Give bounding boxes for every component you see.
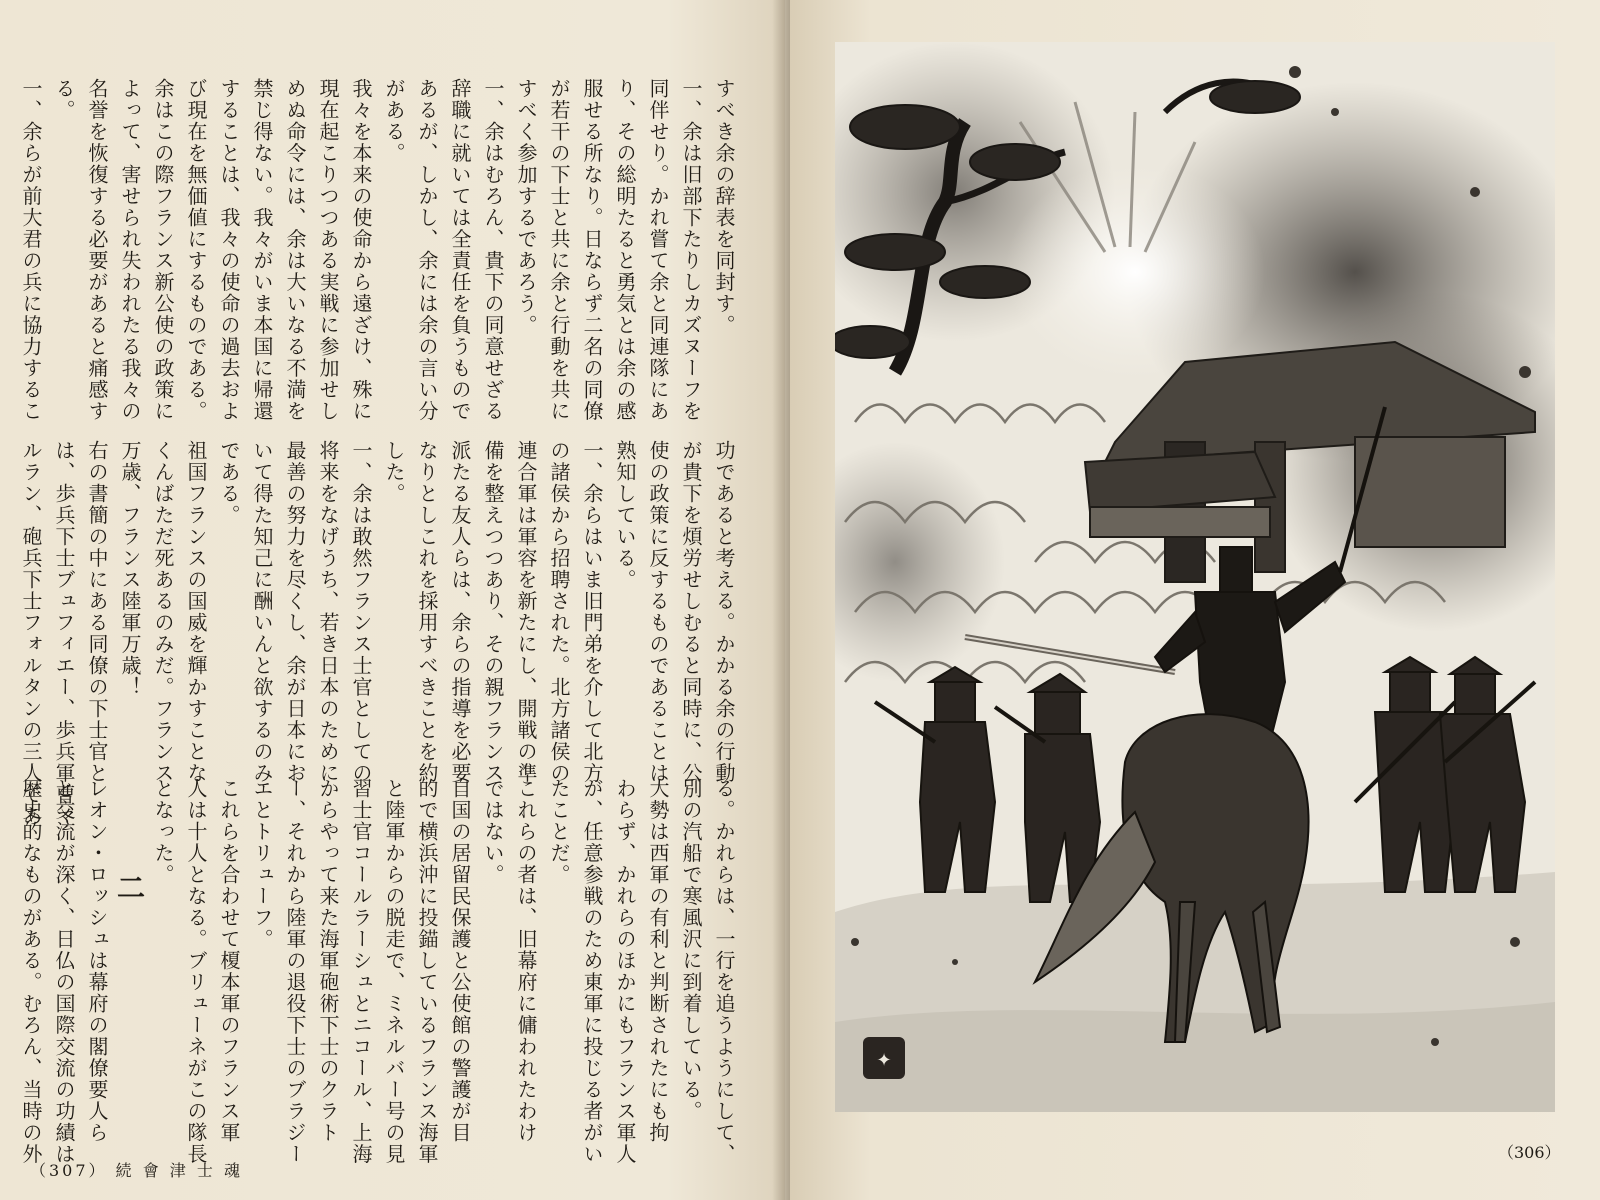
line: が若干の下士と共に余と行動を共に — [547, 78, 571, 422]
line: 人は十人となる。ブリューネがこの隊長 — [184, 778, 208, 1165]
line: 我々を本来の使命から遠ざけ、殊に — [349, 78, 373, 422]
line: これらを合わせて榎本軍のフランス軍 — [217, 778, 241, 1144]
running-footer: （307） 続 會 津 士 魂 — [30, 1161, 243, 1180]
line: わらず、かれらのほかにもフランス軍人 — [613, 778, 637, 1165]
left-page — [0, 0, 785, 1200]
section-number: 二 — [113, 873, 146, 903]
line: の諸侯から招聘された。北方諸侯の — [547, 440, 571, 784]
line: は、歩兵下士ブュフィエー、歩兵軍曹マ — [52, 440, 76, 827]
line: 習士官コールラーシュとニコール、上海 — [349, 778, 373, 1165]
line: なりとしこれを採用すべきことを約 — [415, 440, 439, 784]
line: 最善の努力を尽くし、余が日本にお — [283, 440, 307, 784]
line: 大勢は西軍の有利と判断されたにも拘 — [646, 778, 670, 1144]
line: することは、我々の使命の過去およ — [217, 78, 241, 422]
line: 派たる友人らは、余らの指導を必要 — [448, 440, 472, 784]
text-block-upper — [5, 78, 740, 422]
line: り、その総明たると勇気とは余の感 — [613, 78, 637, 422]
line: び現在を無価値にするものである。 — [184, 78, 208, 422]
line: した。 — [382, 440, 406, 505]
line: すべく参加するであろう。 — [514, 78, 538, 336]
line: 辞職に就いては全責任を負うもので — [448, 78, 472, 422]
line: 別の汽船で寒風沢に到着している。 — [679, 778, 703, 1122]
line: 名誉を恢復する必要があると痛感す — [85, 78, 109, 422]
line: 万歳、フランス陸軍万歳！ — [118, 440, 142, 698]
line: 自国の居留民保護と公使館の警護が目 — [448, 778, 472, 1144]
line: 一、余は敢然フランス士官としての — [349, 440, 373, 784]
line: となった。 — [151, 778, 175, 886]
artist-seal-icon — [863, 1037, 905, 1079]
line: ルラン、砲兵下士フォルタンの三人であ — [19, 440, 43, 827]
svg-text:✦: ✦ — [876, 1050, 892, 1071]
line: よって、害せられ失われたる我々の — [118, 78, 142, 422]
line: 服せる所なり。日ならず二名の同僚 — [580, 78, 604, 422]
line: 一、余らはいま旧門弟を介して北方 — [580, 440, 604, 784]
line: からやって来た海軍砲術下士のクラト — [316, 778, 340, 1144]
line: ー、それから陸軍の退役下士のブラジー — [283, 778, 307, 1165]
line: がある。 — [382, 78, 406, 164]
line: 一、余は旧部下たりしカズヌーフを — [679, 78, 703, 422]
line: 同伴せり。かれ嘗て余と同連隊にあ — [646, 78, 670, 422]
ink-illustration — [835, 42, 1555, 1112]
line: 一、余らが前大君の兵に協力するこ — [19, 78, 43, 422]
line: が、任意参戦のため東軍に投じる者がい — [580, 778, 604, 1165]
line: 禁じ得ない。我々がいま本国に帰還 — [250, 78, 274, 422]
text-block-lower — [5, 778, 740, 1165]
line: 現在起こりつつある実戦に参加せし — [316, 78, 340, 422]
line: ではない。 — [481, 778, 505, 886]
line: エとトリューフ。 — [250, 778, 274, 950]
line: 祖国フランスの国威を輝かすことな — [184, 440, 208, 784]
line: 備を整えつつあり、その親フランス — [481, 440, 505, 784]
line: 功であると考える。かかる余の行動 — [712, 440, 736, 784]
line: 的で横浜沖に投錨しているフランス海軍 — [415, 778, 439, 1165]
line: と陸軍からの脱走で、ミネルバー号の見 — [382, 778, 406, 1165]
page-number: （306） — [1498, 1143, 1561, 1162]
line: である。 — [217, 440, 241, 526]
line: 連合軍は軍容を新たにし、開戦の準 — [514, 440, 538, 784]
line: くんばただ死あるのみだ。フランス — [151, 440, 175, 784]
line: 将来をなげうち、若き日本のために — [316, 440, 340, 784]
line: 熟知している。 — [613, 440, 637, 591]
line: あるが、しかし、余には余の言い分 — [415, 78, 439, 422]
line: めぬ命令には、余は大いなる不満を — [283, 78, 307, 422]
line: これらの者は、旧幕府に傭われたわけ — [514, 778, 538, 1144]
line: 一、余はむろん、貴下の同意せざる — [481, 78, 505, 422]
line: る。 — [52, 78, 76, 121]
line: いて得た知己に酬いんと欲するのみ — [250, 440, 274, 784]
line: すべき余の辞表を同封す。 — [712, 78, 736, 336]
line: 使の政策に反するものであることは — [646, 440, 670, 784]
line: と交流が深く、日仏の国際交流の功績は — [52, 778, 76, 1165]
line: 右の書簡の中にある同僚の下士官と — [85, 440, 109, 784]
line: る。かれらは、一行を追うようにして、 — [712, 778, 736, 1165]
line: 余はこの際フランス新公使の政策に — [151, 78, 175, 422]
line: が貴下を煩労せしむると同時に、公 — [679, 440, 703, 784]
line: レオン・ロッシュは幕府の閣僚要人ら — [85, 778, 109, 1144]
text-block-middle — [5, 440, 740, 827]
line: たことだ。 — [547, 778, 571, 886]
line: 歴史的なものがある。むろん、当時の外 — [19, 778, 43, 1165]
